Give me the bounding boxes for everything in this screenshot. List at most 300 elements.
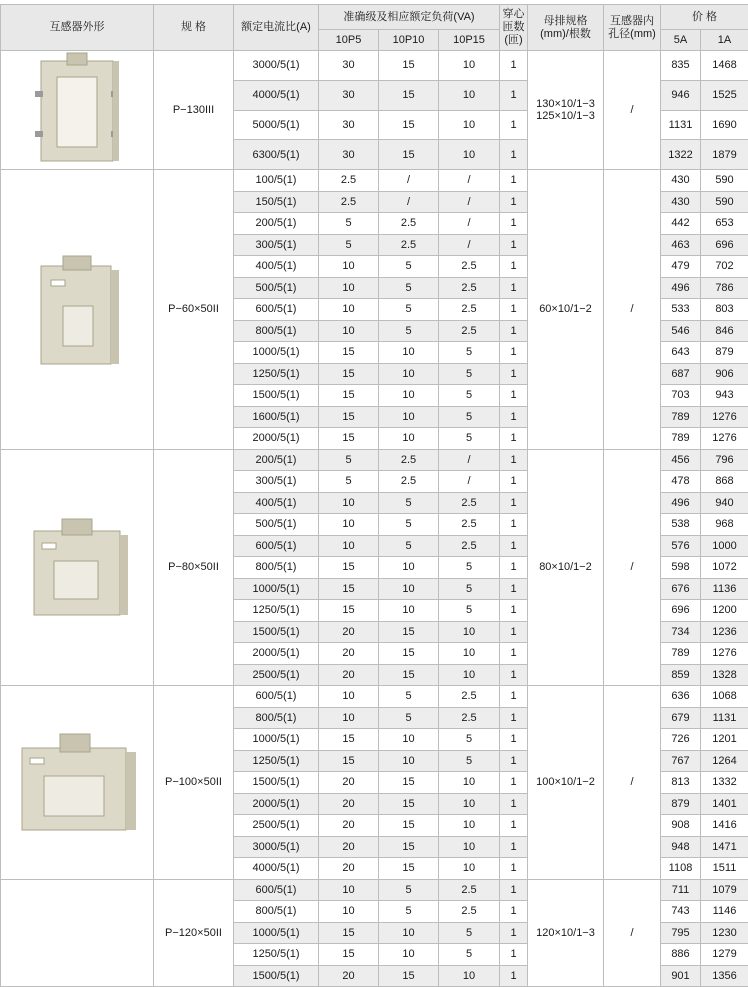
acc-10p5-cell: 5 (319, 449, 379, 471)
price-1a-cell: 1511 (701, 858, 748, 880)
spec-model: P−120×50II (154, 879, 234, 987)
col-header-price: 价 格 (661, 5, 748, 30)
acc-10p15-cell: 5 (439, 557, 500, 579)
col-header-10p5: 10P5 (319, 30, 379, 51)
acc-10p5-cell: 15 (319, 363, 379, 385)
acc-10p10-cell: 5 (379, 277, 439, 299)
price-5a-cell: 636 (661, 686, 701, 708)
turns-cell: 1 (500, 707, 528, 729)
acc-10p5-cell: 10 (319, 535, 379, 557)
acc-10p15-cell: 2.5 (439, 686, 500, 708)
acc-10p15-cell: 2.5 (439, 299, 500, 321)
price-5a-cell: 859 (661, 664, 701, 686)
acc-10p15-cell: 2.5 (439, 320, 500, 342)
acc-10p10-cell: 10 (379, 363, 439, 385)
turns-cell: 1 (500, 535, 528, 557)
rated-ratio-cell: 2500/5(1) (234, 664, 319, 686)
price-1a-cell: 943 (701, 385, 748, 407)
acc-10p15-cell: 2.5 (439, 535, 500, 557)
product-image (1, 449, 154, 686)
acc-10p5-cell: 20 (319, 965, 379, 987)
table-body (1, 51, 748, 987)
busbar-spec (528, 170, 604, 450)
turns-cell: 1 (500, 600, 528, 622)
price-5a-cell: 879 (661, 793, 701, 815)
turns-cell: 1 (500, 729, 528, 751)
price-5a-cell: 767 (661, 750, 701, 772)
price-1a-cell: 1401 (701, 793, 748, 815)
rated-ratio-cell: 400/5(1) (234, 492, 319, 514)
rated-ratio-cell: 300/5(1) (234, 471, 319, 493)
price-1a-cell: 1146 (701, 901, 748, 923)
acc-10p10-cell: 5 (379, 299, 439, 321)
acc-10p10-cell: 5 (379, 492, 439, 514)
acc-10p5-cell: 5 (319, 213, 379, 235)
price-1a-cell: 1131 (701, 707, 748, 729)
price-5a-cell: 948 (661, 836, 701, 858)
product-image (1, 51, 154, 170)
turns-cell: 1 (500, 621, 528, 643)
acc-10p10-cell: 10 (379, 428, 439, 450)
rated-ratio-cell: 1500/5(1) (234, 385, 319, 407)
acc-10p5-cell: 10 (319, 299, 379, 321)
turns-cell: 1 (500, 191, 528, 213)
turns-cell: 1 (500, 922, 528, 944)
rated-ratio-cell: 1000/5(1) (234, 342, 319, 364)
acc-10p5-cell: 10 (319, 256, 379, 278)
turns-cell: 1 (500, 471, 528, 493)
acc-10p10-cell: 15 (379, 815, 439, 837)
acc-10p10-cell: 5 (379, 686, 439, 708)
rated-ratio-cell: 200/5(1) (234, 449, 319, 471)
col-header-10p10: 10P10 (379, 30, 439, 51)
price-5a-cell: 946 (661, 80, 701, 110)
acc-10p15-cell: 10 (439, 664, 500, 686)
price-1a-cell: 906 (701, 363, 748, 385)
turns-cell: 1 (500, 170, 528, 192)
busbar-spec (528, 449, 604, 686)
price-1a-cell: 1332 (701, 772, 748, 794)
price-5a-cell: 643 (661, 342, 701, 364)
acc-10p5-cell: 10 (319, 320, 379, 342)
acc-10p5-cell: 20 (319, 793, 379, 815)
acc-10p15-cell: / (439, 449, 500, 471)
price-5a-cell: 687 (661, 363, 701, 385)
acc-10p5-cell: 5 (319, 471, 379, 493)
acc-10p15-cell: 2.5 (439, 901, 500, 923)
spec-model: P−60×50II (154, 170, 234, 450)
turns-cell: 1 (500, 80, 528, 110)
price-5a-cell: 679 (661, 707, 701, 729)
acc-10p5-cell: 15 (319, 557, 379, 579)
busbar-spec-line: 80×10/1−2 (539, 561, 592, 573)
rated-ratio-cell: 1250/5(1) (234, 600, 319, 622)
acc-10p10-cell: 10 (379, 406, 439, 428)
hole-diameter: / (604, 879, 661, 987)
price-1a-cell: 1525 (701, 80, 748, 110)
acc-10p10-cell: 15 (379, 621, 439, 643)
rated-ratio-cell: 100/5(1) (234, 170, 319, 192)
acc-10p10-cell: 10 (379, 944, 439, 966)
price-1a-cell: 868 (701, 471, 748, 493)
rated-ratio-cell: 4000/5(1) (234, 80, 319, 110)
acc-10p5-cell: 10 (319, 879, 379, 901)
price-5a-cell: 430 (661, 191, 701, 213)
product-image (1, 879, 154, 987)
price-5a-cell: 533 (661, 299, 701, 321)
price-1a-cell: 1276 (701, 406, 748, 428)
acc-10p10-cell: 2.5 (379, 449, 439, 471)
price-5a-cell: 496 (661, 277, 701, 299)
price-5a-cell: 886 (661, 944, 701, 966)
acc-10p5-cell: 2.5 (319, 170, 379, 192)
col-header-turns (500, 5, 528, 51)
price-1a-cell: 846 (701, 320, 748, 342)
price-5a-cell: 901 (661, 965, 701, 987)
price-5a-cell: 711 (661, 879, 701, 901)
acc-10p15-cell: 2.5 (439, 492, 500, 514)
price-5a-cell: 478 (661, 471, 701, 493)
price-5a-cell: 789 (661, 428, 701, 450)
acc-10p10-cell: 10 (379, 342, 439, 364)
price-5a-cell: 696 (661, 600, 701, 622)
acc-10p15-cell: 10 (439, 836, 500, 858)
acc-10p15-cell: 5 (439, 922, 500, 944)
acc-10p5-cell: 10 (319, 686, 379, 708)
turns-cell: 1 (500, 772, 528, 794)
busbar-spec (528, 879, 604, 987)
rated-ratio-cell: 1250/5(1) (234, 363, 319, 385)
rated-ratio-cell: 1500/5(1) (234, 772, 319, 794)
acc-10p10-cell: 5 (379, 879, 439, 901)
acc-10p10-cell: 15 (379, 51, 439, 81)
price-5a-cell: 789 (661, 643, 701, 665)
turns-cell: 1 (500, 140, 528, 170)
turns-cell: 1 (500, 213, 528, 235)
col-header-spec: 规 格 (154, 5, 234, 51)
rated-ratio-cell: 4000/5(1) (234, 858, 319, 880)
acc-10p15-cell: 5 (439, 428, 500, 450)
price-1a-cell: 1230 (701, 922, 748, 944)
rated-ratio-cell: 6300/5(1) (234, 140, 319, 170)
col-header-5a: 5A (661, 30, 701, 51)
price-1a-cell: 968 (701, 514, 748, 536)
acc-10p15-cell: 5 (439, 750, 500, 772)
price-1a-cell: 879 (701, 342, 748, 364)
rated-ratio-cell: 2500/5(1) (234, 815, 319, 837)
acc-10p10-cell: 5 (379, 535, 439, 557)
price-5a-cell: 1131 (661, 110, 701, 140)
acc-10p15-cell: 2.5 (439, 277, 500, 299)
acc-10p15-cell: 2.5 (439, 256, 500, 278)
turns-cell: 1 (500, 836, 528, 858)
acc-10p10-cell: 15 (379, 110, 439, 140)
price-1a-cell: 1079 (701, 879, 748, 901)
acc-10p5-cell: 20 (319, 858, 379, 880)
acc-10p10-cell: 15 (379, 643, 439, 665)
price-5a-cell: 789 (661, 406, 701, 428)
turns-cell: 1 (500, 557, 528, 579)
acc-10p15-cell: 10 (439, 815, 500, 837)
price-1a-cell: 786 (701, 277, 748, 299)
acc-10p5-cell: 15 (319, 578, 379, 600)
acc-10p10-cell: 10 (379, 750, 439, 772)
acc-10p10-cell: 5 (379, 707, 439, 729)
rated-ratio-cell: 500/5(1) (234, 514, 319, 536)
col-header-10p15: 10P15 (439, 30, 500, 51)
acc-10p15-cell: / (439, 170, 500, 192)
acc-10p15-cell: 2.5 (439, 707, 500, 729)
turns-cell: 1 (500, 858, 528, 880)
price-1a-cell: 590 (701, 191, 748, 213)
acc-10p5-cell: 20 (319, 815, 379, 837)
turns-cell: 1 (500, 514, 528, 536)
price-5a-cell: 908 (661, 815, 701, 837)
acc-10p10-cell: 2.5 (379, 471, 439, 493)
acc-10p15-cell: / (439, 234, 500, 256)
turns-cell: 1 (500, 110, 528, 140)
acc-10p10-cell: 10 (379, 557, 439, 579)
busbar-line-1: 母排规格 (544, 15, 588, 27)
col-header-shape: 互感器外形 (1, 5, 154, 51)
rated-ratio-cell: 5000/5(1) (234, 110, 319, 140)
price-1a-cell: 1471 (701, 836, 748, 858)
acc-10p15-cell: 10 (439, 643, 500, 665)
acc-10p10-cell: 15 (379, 80, 439, 110)
rated-ratio-cell: 600/5(1) (234, 879, 319, 901)
acc-10p5-cell: 15 (319, 729, 379, 751)
acc-10p10-cell: 2.5 (379, 213, 439, 235)
acc-10p5-cell: 15 (319, 342, 379, 364)
busbar-spec (528, 51, 604, 170)
price-1a-cell: 1264 (701, 750, 748, 772)
hole-diameter: / (604, 170, 661, 450)
price-5a-cell: 538 (661, 514, 701, 536)
price-5a-cell: 813 (661, 772, 701, 794)
rated-ratio-cell: 1250/5(1) (234, 944, 319, 966)
price-1a-cell: 1356 (701, 965, 748, 987)
turns-cell: 1 (500, 256, 528, 278)
acc-10p5-cell: 5 (319, 234, 379, 256)
acc-10p10-cell: 5 (379, 901, 439, 923)
acc-10p15-cell: 10 (439, 793, 500, 815)
acc-10p15-cell: 5 (439, 385, 500, 407)
price-1a-cell: 1068 (701, 686, 748, 708)
rated-ratio-cell: 2000/5(1) (234, 428, 319, 450)
price-1a-cell: 653 (701, 213, 748, 235)
turns-cell: 1 (500, 815, 528, 837)
rated-ratio-cell: 150/5(1) (234, 191, 319, 213)
table-row (1, 170, 748, 192)
rated-ratio-cell: 3000/5(1) (234, 51, 319, 81)
acc-10p15-cell: 5 (439, 363, 500, 385)
price-5a-cell: 743 (661, 901, 701, 923)
rated-ratio-cell: 2000/5(1) (234, 643, 319, 665)
price-1a-cell: 796 (701, 449, 748, 471)
acc-10p10-cell: / (379, 191, 439, 213)
price-1a-cell: 1201 (701, 729, 748, 751)
price-5a-cell: 463 (661, 234, 701, 256)
price-1a-cell: 803 (701, 299, 748, 321)
acc-10p5-cell: 20 (319, 621, 379, 643)
turns-cell: 1 (500, 449, 528, 471)
acc-10p5-cell: 10 (319, 277, 379, 299)
hole-line-2: 孔径(mm) (608, 28, 656, 40)
table-row (1, 449, 748, 471)
product-image (1, 686, 154, 880)
turns-line-1: 穿心 (503, 8, 525, 20)
price-5a-cell: 726 (661, 729, 701, 751)
rated-ratio-cell: 600/5(1) (234, 299, 319, 321)
busbar-spec-line: 60×10/1−2 (539, 303, 592, 315)
price-5a-cell: 576 (661, 535, 701, 557)
col-header-busbar (528, 5, 604, 51)
price-5a-cell: 703 (661, 385, 701, 407)
acc-10p5-cell: 30 (319, 110, 379, 140)
rated-ratio-cell: 500/5(1) (234, 277, 319, 299)
hole-line-1: 互感器内 (610, 15, 654, 27)
acc-10p5-cell: 15 (319, 944, 379, 966)
acc-10p10-cell: 10 (379, 922, 439, 944)
rated-ratio-cell: 1000/5(1) (234, 578, 319, 600)
price-5a-cell: 496 (661, 492, 701, 514)
acc-10p15-cell: 5 (439, 600, 500, 622)
rated-ratio-cell: 1000/5(1) (234, 729, 319, 751)
acc-10p10-cell: / (379, 170, 439, 192)
acc-10p5-cell: 15 (319, 600, 379, 622)
rated-ratio-cell: 3000/5(1) (234, 836, 319, 858)
acc-10p5-cell: 20 (319, 664, 379, 686)
col-header-1a: 1A (701, 30, 748, 51)
acc-10p15-cell: 5 (439, 406, 500, 428)
turns-cell: 1 (500, 51, 528, 81)
price-1a-cell: 1468 (701, 51, 748, 81)
acc-10p15-cell: 10 (439, 110, 500, 140)
price-1a-cell: 1690 (701, 110, 748, 140)
price-1a-cell: 940 (701, 492, 748, 514)
turns-cell: 1 (500, 428, 528, 450)
turns-cell: 1 (500, 664, 528, 686)
acc-10p10-cell: 5 (379, 320, 439, 342)
acc-10p5-cell: 2.5 (319, 191, 379, 213)
spec-model: P−80×50II (154, 449, 234, 686)
acc-10p10-cell: 15 (379, 836, 439, 858)
rated-ratio-cell: 2000/5(1) (234, 793, 319, 815)
turns-cell: 1 (500, 750, 528, 772)
acc-10p15-cell: / (439, 471, 500, 493)
acc-10p5-cell: 15 (319, 750, 379, 772)
rated-ratio-cell: 1000/5(1) (234, 922, 319, 944)
acc-10p5-cell: 15 (319, 406, 379, 428)
price-5a-cell: 835 (661, 51, 701, 81)
price-1a-cell: 1000 (701, 535, 748, 557)
price-1a-cell: 1072 (701, 557, 748, 579)
acc-10p15-cell: 2.5 (439, 514, 500, 536)
turns-cell: 1 (500, 643, 528, 665)
rated-ratio-cell: 1500/5(1) (234, 965, 319, 987)
turns-line-2: 匝数 (503, 21, 525, 33)
spec-model: P−130III (154, 51, 234, 170)
busbar-spec-line: 130×10/1−3 (536, 98, 595, 110)
turns-cell: 1 (500, 492, 528, 514)
turns-cell: 1 (500, 944, 528, 966)
table-row (1, 51, 748, 81)
acc-10p15-cell: 5 (439, 578, 500, 600)
rated-ratio-cell: 1600/5(1) (234, 406, 319, 428)
acc-10p10-cell: 10 (379, 578, 439, 600)
turns-cell: 1 (500, 901, 528, 923)
hole-diameter: / (604, 686, 661, 880)
ct-spec-table (0, 4, 748, 987)
rated-ratio-cell: 300/5(1) (234, 234, 319, 256)
acc-10p15-cell: 10 (439, 621, 500, 643)
rated-ratio-cell: 200/5(1) (234, 213, 319, 235)
price-1a-cell: 702 (701, 256, 748, 278)
price-5a-cell: 1108 (661, 858, 701, 880)
acc-10p10-cell: 15 (379, 793, 439, 815)
acc-10p5-cell: 10 (319, 707, 379, 729)
turns-cell: 1 (500, 965, 528, 987)
acc-10p10-cell: 5 (379, 514, 439, 536)
price-1a-cell: 1200 (701, 600, 748, 622)
acc-10p10-cell: 10 (379, 600, 439, 622)
product-image (1, 170, 154, 450)
acc-10p10-cell: 2.5 (379, 234, 439, 256)
acc-10p15-cell: 5 (439, 342, 500, 364)
turns-cell: 1 (500, 320, 528, 342)
rated-ratio-cell: 600/5(1) (234, 535, 319, 557)
turns-cell: 1 (500, 793, 528, 815)
turns-cell: 1 (500, 879, 528, 901)
price-1a-cell: 696 (701, 234, 748, 256)
rated-ratio-cell: 800/5(1) (234, 320, 319, 342)
acc-10p5-cell: 10 (319, 514, 379, 536)
hole-diameter: / (604, 51, 661, 170)
rated-ratio-cell: 600/5(1) (234, 686, 319, 708)
acc-10p10-cell: 15 (379, 664, 439, 686)
turns-cell: 1 (500, 234, 528, 256)
acc-10p15-cell: 10 (439, 965, 500, 987)
price-1a-cell: 1236 (701, 621, 748, 643)
acc-10p5-cell: 15 (319, 428, 379, 450)
acc-10p15-cell: 10 (439, 772, 500, 794)
table-row (1, 879, 748, 901)
table-row (1, 686, 748, 708)
rated-ratio-cell: 1500/5(1) (234, 621, 319, 643)
price-1a-cell: 1879 (701, 140, 748, 170)
turns-cell: 1 (500, 342, 528, 364)
acc-10p5-cell: 15 (319, 385, 379, 407)
busbar-line-2: (mm)/根数 (540, 28, 591, 40)
col-header-hole (604, 5, 661, 51)
turns-cell: 1 (500, 299, 528, 321)
price-5a-cell: 430 (661, 170, 701, 192)
price-1a-cell: 1276 (701, 428, 748, 450)
turns-cell: 1 (500, 406, 528, 428)
price-5a-cell: 442 (661, 213, 701, 235)
turns-line-3: (匝) (504, 34, 522, 46)
rated-ratio-cell: 800/5(1) (234, 901, 319, 923)
spec-model: P−100×50II (154, 686, 234, 880)
acc-10p15-cell: 10 (439, 140, 500, 170)
acc-10p5-cell: 30 (319, 80, 379, 110)
acc-10p15-cell: 2.5 (439, 879, 500, 901)
acc-10p15-cell: / (439, 213, 500, 235)
acc-10p5-cell: 30 (319, 51, 379, 81)
price-1a-cell: 1136 (701, 578, 748, 600)
acc-10p5-cell: 20 (319, 836, 379, 858)
price-1a-cell: 1279 (701, 944, 748, 966)
